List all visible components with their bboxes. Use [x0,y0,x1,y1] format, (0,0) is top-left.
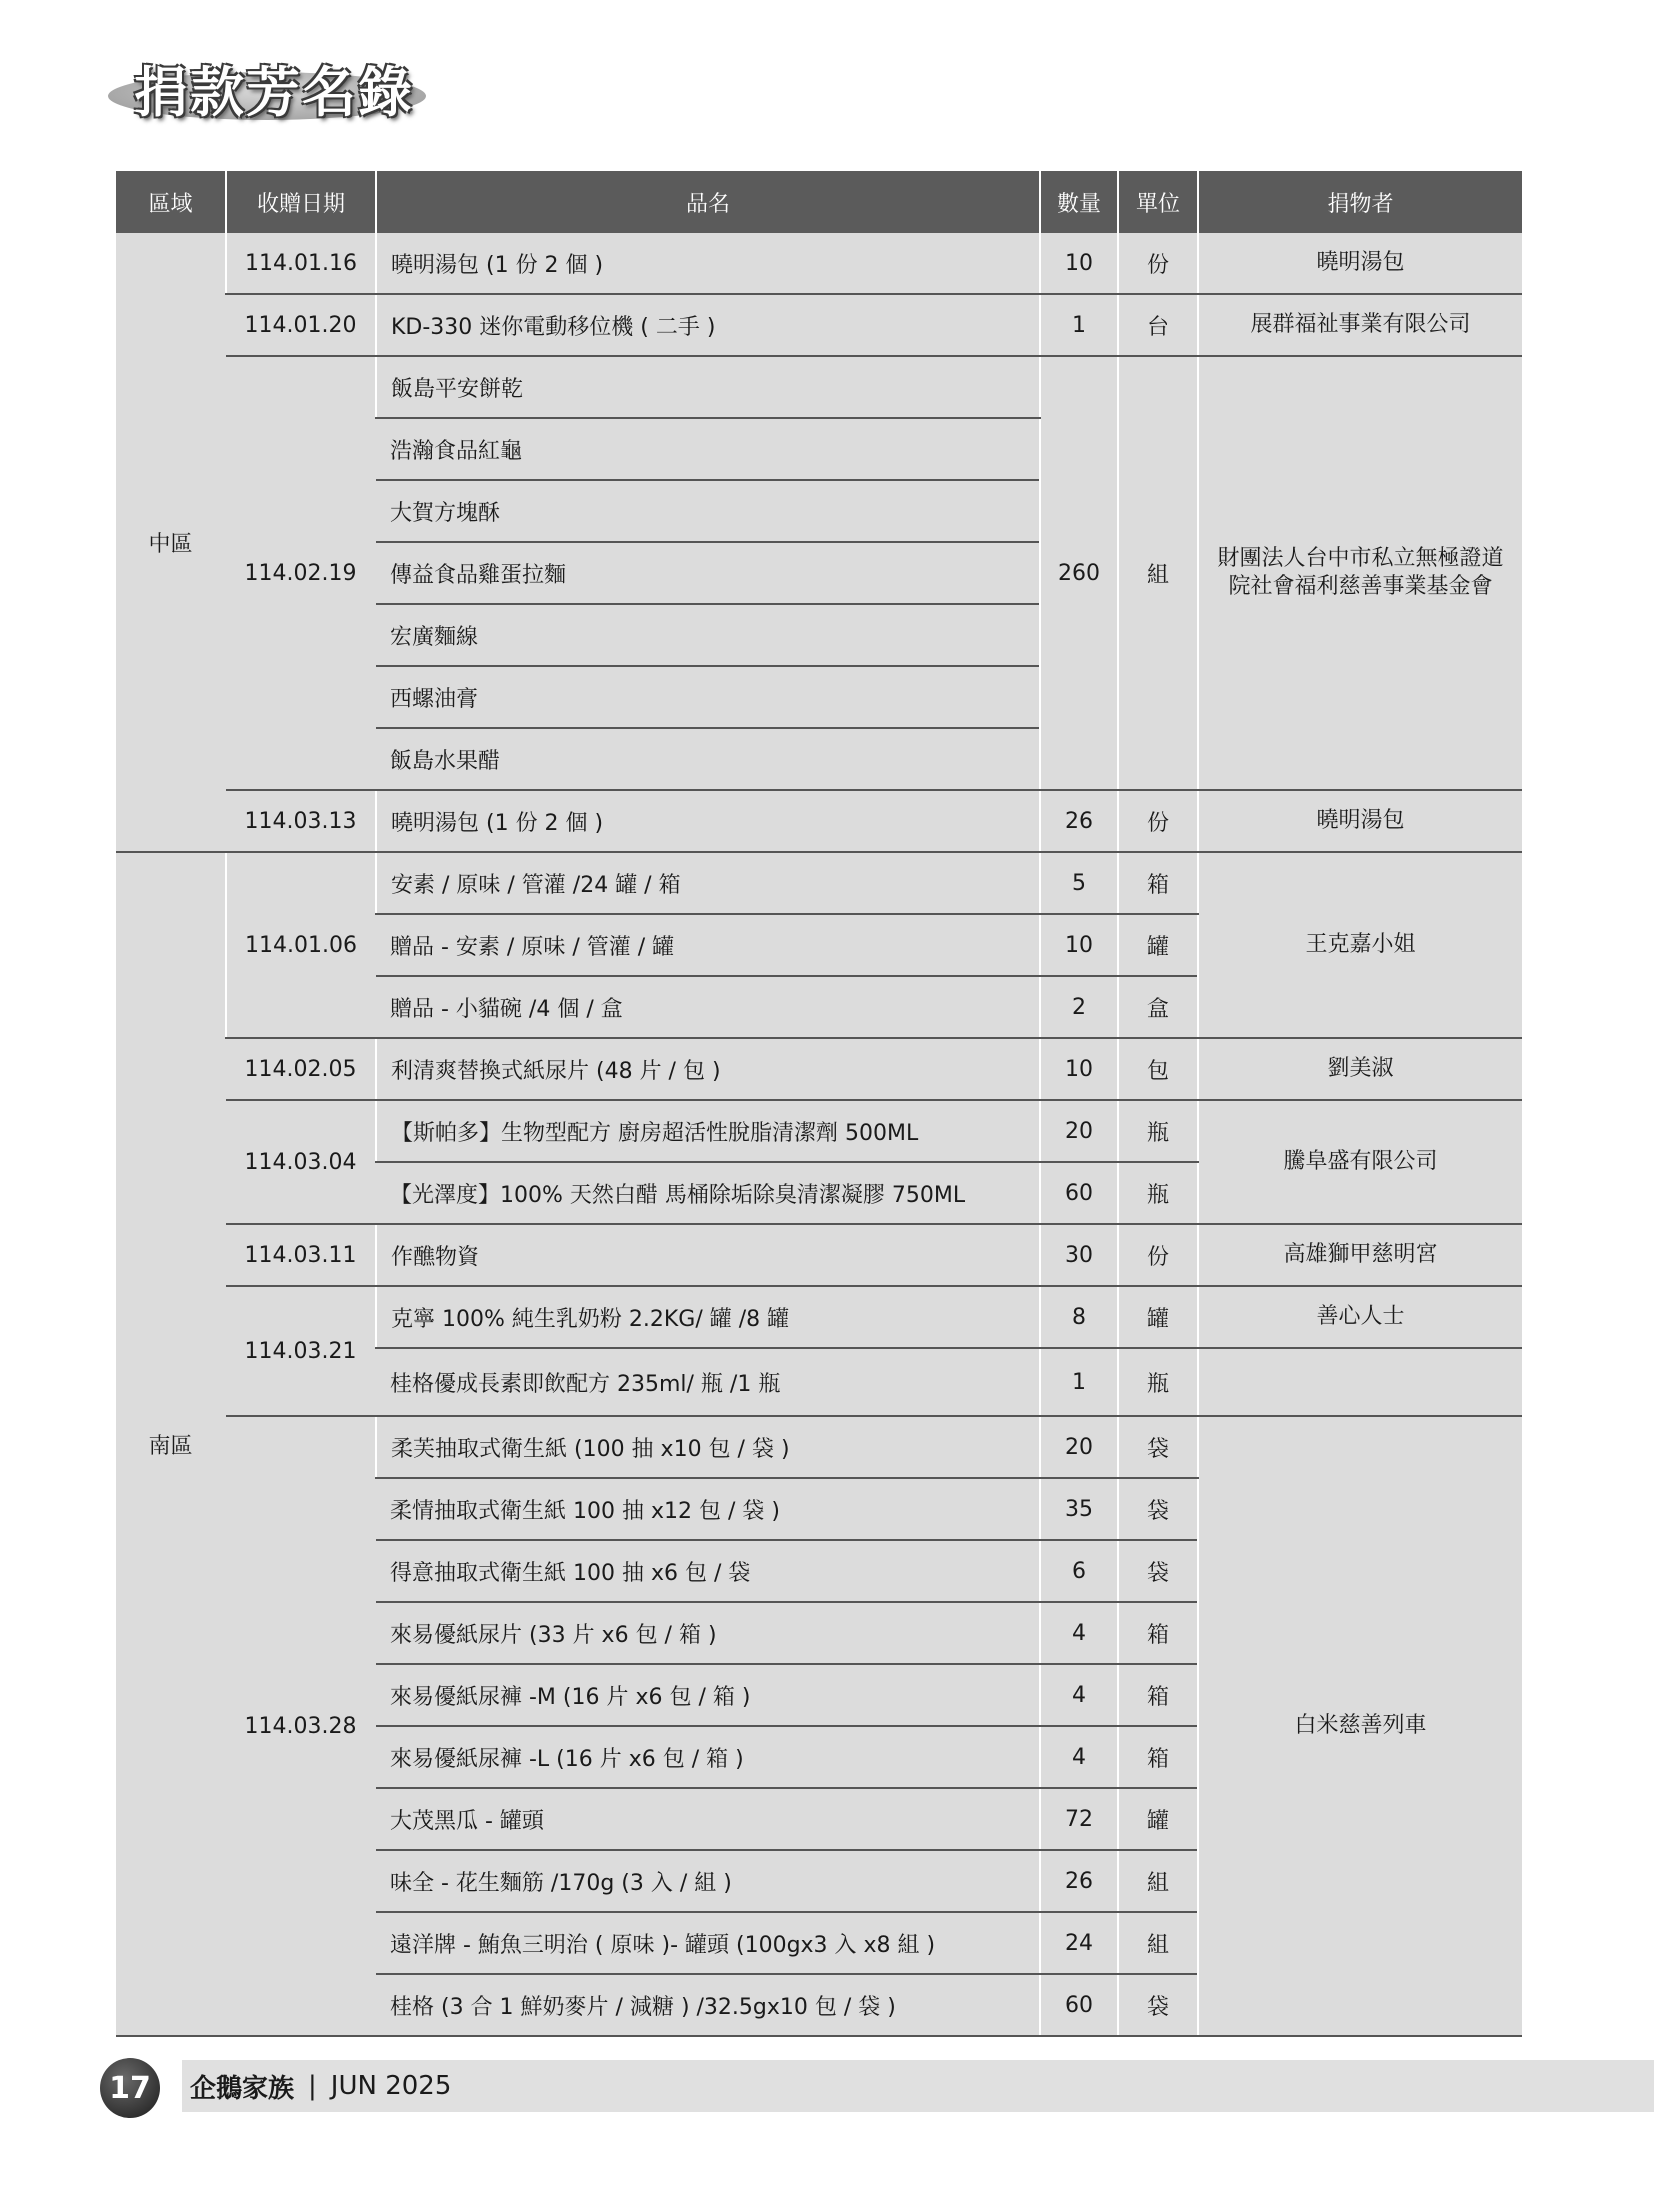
column-header-quantity: 數量 [1040,171,1118,233]
item-cell: 【光澤度】100% 天然白醋 馬桶除垢除臭清潔凝膠 750ML [376,1162,1040,1224]
item-cell: KD-330 迷你電動移位機 ( 二手 ) [376,294,1040,356]
quantity-cell: 20 [1040,1416,1118,1478]
item-cell: 利清爽替換式紙尿片 (48 片 / 包 ) [376,1038,1040,1100]
quantity-cell: 2 [1040,976,1118,1038]
donor-cell: 財團法人台中市私立無極證道院社會福利慈善事業基金會 [1198,356,1522,790]
item-cell: 飯島水果醋 [376,728,1040,790]
item-cell: 【斯帕多】生物型配方 廚房超活性脫脂清潔劑 500ML [376,1100,1040,1162]
quantity-cell: 72 [1040,1788,1118,1850]
unit-cell: 袋 [1118,1416,1198,1478]
item-cell: 曉明湯包 (1 份 2 個 ) [376,233,1040,294]
column-header-region: 區域 [116,171,226,233]
quantity-cell: 4 [1040,1726,1118,1788]
item-cell: 贈品 - 安素 / 原味 / 管灌 / 罐 [376,914,1040,976]
unit-cell: 組 [1118,1850,1198,1912]
quantity-cell: 10 [1040,233,1118,294]
item-cell: 贈品 - 小貓碗 /4 個 / 盒 [376,976,1040,1038]
donor-cell-empty [1198,1348,1522,1416]
quantity-cell: 6 [1040,1540,1118,1602]
date-cell: 114.03.13 [226,790,376,852]
footer-bar [182,2060,1654,2112]
column-header-date: 收贈日期 [226,171,376,233]
item-cell: 大茂黑瓜 - 罐頭 [376,1788,1040,1850]
unit-cell: 罐 [1118,1788,1198,1850]
unit-cell: 瓶 [1118,1348,1198,1416]
table-header-row [116,171,1522,233]
item-cell: 安素 / 原味 / 管灌 /24 罐 / 箱 [376,852,1040,914]
item-cell: 浩瀚食品紅龜 [376,418,1040,480]
date-cell: 114.01.20 [226,294,376,356]
date-cell: 114.03.04 [226,1100,376,1224]
quantity-cell: 260 [1040,356,1118,790]
item-cell: 柔芙抽取式衛生紙 (100 抽 x10 包 / 袋 ) [376,1416,1040,1478]
unit-cell: 罐 [1118,914,1198,976]
unit-cell: 瓶 [1118,1162,1198,1224]
quantity-cell: 4 [1040,1602,1118,1664]
item-cell: 味全 - 花生麵筋 /170g (3 入 / 組 ) [376,1850,1040,1912]
donor-cell: 白米慈善列車 [1198,1416,1522,2036]
date-cell: 114.03.28 [226,1416,376,2036]
item-cell: 遠洋牌 - 鮪魚三明治 ( 原味 )- 罐頭 (100gx3 入 x8 組 ) [376,1912,1040,1974]
quantity-cell: 10 [1040,1038,1118,1100]
item-cell: 柔情抽取式衛生紙 100 抽 x12 包 / 袋 ) [376,1478,1040,1540]
item-cell: 大賀方塊酥 [376,480,1040,542]
unit-cell: 袋 [1118,1974,1198,2036]
unit-cell: 箱 [1118,852,1198,914]
table-row [116,852,1522,914]
item-cell: 得意抽取式衛生紙 100 抽 x6 包 / 袋 [376,1540,1040,1602]
quantity-cell: 26 [1040,1850,1118,1912]
item-cell: 來易優紙尿褲 -L (16 片 x6 包 / 箱 ) [376,1726,1040,1788]
quantity-cell: 8 [1040,1286,1118,1348]
table-row [116,1100,1522,1162]
donor-cell: 曉明湯包 [1198,790,1522,852]
unit-cell: 箱 [1118,1664,1198,1726]
quantity-cell: 26 [1040,790,1118,852]
quantity-cell: 35 [1040,1478,1118,1540]
table-row [116,790,1522,852]
donor-cell: 劉美淑 [1198,1038,1522,1100]
date-cell: 114.02.19 [226,356,376,790]
unit-cell: 組 [1118,356,1198,790]
table-row [116,294,1522,356]
item-cell: 來易優紙尿褲 -M (16 片 x6 包 / 箱 ) [376,1664,1040,1726]
table-row [116,233,1522,294]
quantity-cell: 30 [1040,1224,1118,1286]
unit-cell: 組 [1118,1912,1198,1974]
unit-cell: 箱 [1118,1726,1198,1788]
item-cell: 曉明湯包 (1 份 2 個 ) [376,790,1040,852]
quantity-cell: 60 [1040,1974,1118,2036]
item-cell: 來易優紙尿片 (33 片 x6 包 / 箱 ) [376,1602,1040,1664]
quantity-cell: 10 [1040,914,1118,976]
unit-cell: 份 [1118,233,1198,294]
item-cell: 克寧 100% 純生乳奶粉 2.2KG/ 罐 /8 罐 [376,1286,1040,1348]
date-cell: 114.01.16 [226,233,376,294]
table-row [116,356,1522,418]
region-cell: 南區 [116,852,226,2036]
unit-cell: 瓶 [1118,1100,1198,1162]
item-cell: 桂格 (3 合 1 鮮奶麥片 / 減糖 ) /32.5gx10 包 / 袋 ) [376,1974,1040,2036]
unit-cell: 箱 [1118,1602,1198,1664]
date-cell: 114.03.21 [226,1286,376,1416]
column-header-donor: 捐物者 [1198,171,1522,233]
unit-cell: 罐 [1118,1286,1198,1348]
column-header-unit: 單位 [1118,171,1198,233]
quantity-cell: 60 [1040,1162,1118,1224]
unit-cell: 袋 [1118,1478,1198,1540]
quantity-cell: 4 [1040,1664,1118,1726]
footer-brand: 企鵝家族 [190,2073,295,2104]
quantity-cell: 1 [1040,294,1118,356]
donation-table [116,171,1522,2037]
quantity-cell: 1 [1040,1348,1118,1416]
footer-issue: JUN 2025 [330,2071,452,2101]
unit-cell: 份 [1118,1224,1198,1286]
item-cell: 桂格優成長素即飲配方 235ml/ 瓶 /1 瓶 [376,1348,1040,1416]
unit-cell: 盒 [1118,976,1198,1038]
footer-separator: | [308,2071,317,2101]
unit-cell: 袋 [1118,1540,1198,1602]
date-cell: 114.01.06 [226,852,376,1038]
table-row [116,1286,1522,1348]
item-cell: 作醮物資 [376,1224,1040,1286]
page-title: 捐款芳名錄 [134,61,414,124]
donor-cell: 高雄獅甲慈明宮 [1198,1224,1522,1286]
item-cell: 西螺油膏 [376,666,1040,728]
page-number-badge: 17 [100,2058,160,2118]
table-row [116,1224,1522,1286]
column-header-item: 品名 [376,171,1040,233]
quantity-cell: 24 [1040,1912,1118,1974]
quantity-cell: 20 [1040,1100,1118,1162]
date-cell: 114.02.05 [226,1038,376,1100]
item-cell: 宏廣麵線 [376,604,1040,666]
donor-cell: 騰阜盛有限公司 [1198,1100,1522,1224]
donor-cell: 曉明湯包 [1198,233,1522,294]
table-row [116,1416,1522,1478]
unit-cell: 份 [1118,790,1198,852]
donor-cell: 展群福祉事業有限公司 [1198,294,1522,356]
unit-cell: 包 [1118,1038,1198,1100]
donor-cell: 王克嘉小姐 [1198,852,1522,1038]
item-cell: 傳益食品雞蛋拉麵 [376,542,1040,604]
page-header [108,46,428,126]
item-cell: 飯島平安餅乾 [376,356,1040,418]
date-cell: 114.03.11 [226,1224,376,1286]
unit-cell: 台 [1118,294,1198,356]
quantity-cell: 5 [1040,852,1118,914]
region-cell: 中區 [116,233,226,852]
donor-cell: 善心人士 [1198,1286,1522,1348]
table-row [116,1038,1522,1100]
